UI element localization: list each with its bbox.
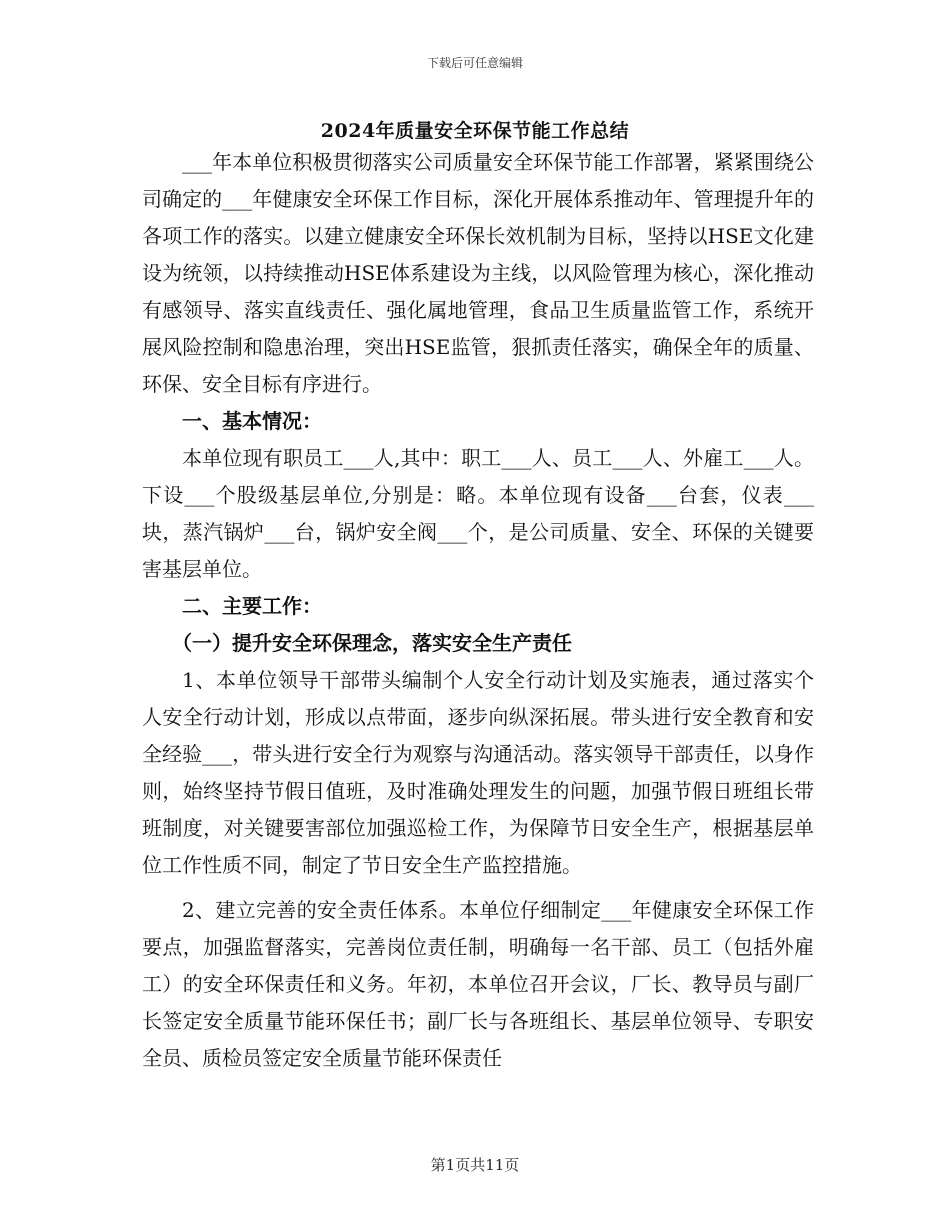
- section-2-heading: 二、主要工作：: [182, 594, 322, 618]
- item-1-paragraph: 1、本单位领导干部带头编制个人安全行动计划及实施表，通过落实个人安全行动计划，形成以点带面，逐步向纵深拓展。带头进行安全教育和安全经验___，带头进行安全行为观察与沟通活动。落实领导干部责任，以身作则，始终坚持节假日值班，及时准确处理发生的问题，加强节假日班组长带班制度，对关键要害部位加强巡检工作，为保障节日安全生产，根据基层单位工作性质不同，制定了节日安全生产监控措施。: [142, 668, 814, 877]
- header-note: 下载后可任意编辑: [426, 56, 523, 70]
- section-1-heading: 一、基本情况：: [182, 409, 322, 433]
- section-1-paragraph: 本单位现有职员工___人,其中：职工___人、员工___人、外雇工___人。下设___个股级基层单位,分别是：略。本单位现有设备___台套，仪表___块，蒸汽锅炉___台，锅炉安全阀___个，是公司质量、安全、环保的关键要害基层单位。: [142, 446, 814, 581]
- subsection-1-heading: （一）提升安全环保理念，落实安全生产责任: [172, 631, 572, 655]
- page-number: 第1页共11页: [430, 1156, 520, 1174]
- intro-paragraph: ___年本单位积极贯彻落实公司质量安全环保节能工作部署，紧紧围绕公司确定的___年健康安全环保工作目标，深化开展体系推动年、管理提升年的各项工作的落实。以建立健康安全环保长效机制为目标，坚持以HSE文化建设为统领，以持续推动HSE体系建设为主线，以风险管理为核心，深化推动有感领导、落实直线责任、强化属地管理，食品卫生质量监管工作，系统开展风险控制和隐患治理，突出HSE监管，狠抓责任落实，确保全年的质量、环保、安全目标有序进行。: [142, 150, 814, 396]
- document-title: 2024年质量安全环保节能工作总结: [320, 120, 630, 142]
- document-body: [142, 144, 814, 1077]
- item-2-paragraph: 2、建立完善的安全责任体系。本单位仔细制定___年健康安全环保工作要点，加强监督落实，完善岗位责任制，明确每一名干部、员工（包括外雇工）的安全环保责任和义务。年初，本单位召开会议，厂长、教导员与副厂长签定安全质量节能环保任书；副厂长与各班组长、基层单位领导、专职安全员、质检员签定安全质量节能环保责任: [142, 898, 814, 1070]
